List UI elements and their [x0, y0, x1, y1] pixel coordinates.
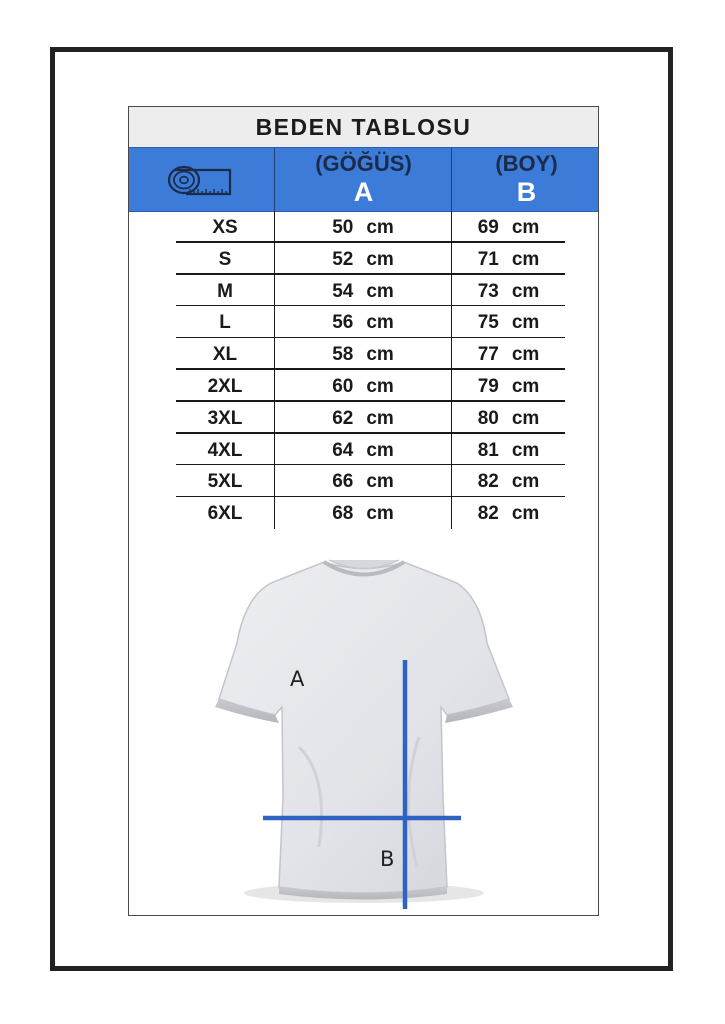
- length-value: 82: [477, 471, 499, 493]
- length-cell: [451, 243, 565, 275]
- length-value: 71: [477, 248, 499, 270]
- unit-label: cm: [366, 439, 394, 461]
- length-cell: [451, 434, 565, 466]
- table-row: [129, 275, 600, 307]
- chest-value: 66: [332, 471, 354, 493]
- unit-label: cm: [511, 312, 540, 334]
- length-value: 81: [477, 439, 499, 461]
- unit-label: cm: [366, 217, 394, 238]
- chest-value: 52: [332, 248, 354, 270]
- chest-value: 68: [332, 503, 354, 525]
- size-cell: M: [217, 280, 233, 302]
- unit-label: cm: [366, 503, 394, 525]
- size-cell: 3XL: [207, 407, 243, 429]
- chest-header-letter: A: [353, 177, 374, 207]
- length-header-letter: B: [516, 177, 537, 207]
- size-cell: XS: [212, 217, 238, 238]
- length-header-label: (BOY): [495, 151, 558, 176]
- chest-column-header: [274, 148, 452, 211]
- unit-label: cm: [511, 503, 540, 525]
- unit-label: cm: [366, 471, 394, 493]
- header-icon-cell: [129, 148, 274, 211]
- chest-value: 64: [332, 439, 354, 461]
- shirt-body: [219, 562, 509, 893]
- table-row: [129, 402, 600, 434]
- size-cell: L: [219, 312, 231, 334]
- unit-label: cm: [366, 344, 394, 366]
- chest-cell: [274, 275, 451, 307]
- unit-label: cm: [366, 312, 394, 334]
- length-value: 82: [477, 503, 499, 525]
- size-chart-card: [128, 106, 599, 916]
- length-value: 79: [477, 375, 499, 397]
- table-row: [129, 434, 600, 466]
- length-cell: [451, 370, 565, 402]
- length-value: 75: [477, 312, 499, 334]
- chest-cell: [274, 402, 451, 434]
- length-cell: [451, 275, 565, 307]
- chest-cell: [274, 306, 451, 338]
- chest-header-label: (GÖĞÜS): [315, 151, 412, 176]
- table-row: [129, 497, 600, 529]
- length-column-header: [451, 148, 601, 211]
- size-cell: 2XL: [207, 375, 243, 397]
- measuring-tape-icon: [166, 158, 238, 202]
- unit-label: cm: [366, 248, 394, 270]
- length-value: 80: [477, 407, 499, 429]
- tshirt-illustration: [179, 547, 549, 909]
- length-value: 77: [477, 344, 499, 366]
- unit-label: cm: [511, 375, 540, 397]
- unit-label: cm: [511, 280, 540, 302]
- size-cell: XL: [212, 344, 238, 366]
- unit-label: cm: [511, 344, 540, 366]
- length-cell: [451, 306, 565, 338]
- length-cell: [451, 338, 565, 370]
- chest-cell: [274, 370, 451, 402]
- chest-cell: [274, 243, 451, 275]
- table-row: [129, 370, 600, 402]
- length-cell: [451, 402, 565, 434]
- unit-label: cm: [511, 471, 540, 493]
- table-row: [129, 243, 600, 275]
- chest-cell: [274, 211, 451, 243]
- table-row: [129, 338, 600, 370]
- size-cell: 4XL: [207, 439, 243, 461]
- chest-cell: [274, 497, 451, 529]
- size-table-body: [129, 211, 600, 529]
- chest-value: 62: [332, 407, 354, 429]
- chest-value: 50: [332, 217, 354, 238]
- chest-cell: [274, 434, 451, 466]
- unit-label: cm: [366, 407, 394, 429]
- length-cell: [451, 211, 565, 243]
- unit-label: cm: [511, 439, 540, 461]
- chart-title: BEDEN TABLOSU: [129, 107, 598, 148]
- unit-label: cm: [366, 280, 394, 302]
- tshirt-diagram: [179, 547, 549, 914]
- chest-diagram-label: A: [290, 667, 305, 691]
- length-value: 73: [477, 280, 499, 302]
- length-cell: [451, 465, 565, 497]
- unit-label: cm: [366, 375, 394, 397]
- table-header: [129, 147, 598, 212]
- chest-value: 60: [332, 375, 354, 397]
- chest-value: 54: [332, 280, 354, 302]
- size-cell: 6XL: [207, 503, 243, 525]
- size-cell: S: [218, 248, 232, 270]
- size-cell: 5XL: [207, 471, 243, 493]
- chest-cell: [274, 338, 451, 370]
- length-cell: [451, 497, 565, 529]
- chest-value: 58: [332, 344, 354, 366]
- table-row: [129, 465, 600, 497]
- table-row: [129, 211, 600, 243]
- table-row: [129, 306, 600, 338]
- unit-label: cm: [511, 407, 540, 429]
- unit-label: cm: [511, 248, 540, 270]
- length-value: 69: [477, 217, 499, 238]
- chest-cell: [274, 465, 451, 497]
- length-diagram-label: B: [380, 847, 395, 871]
- unit-label: cm: [511, 217, 540, 238]
- chest-value: 56: [332, 312, 354, 334]
